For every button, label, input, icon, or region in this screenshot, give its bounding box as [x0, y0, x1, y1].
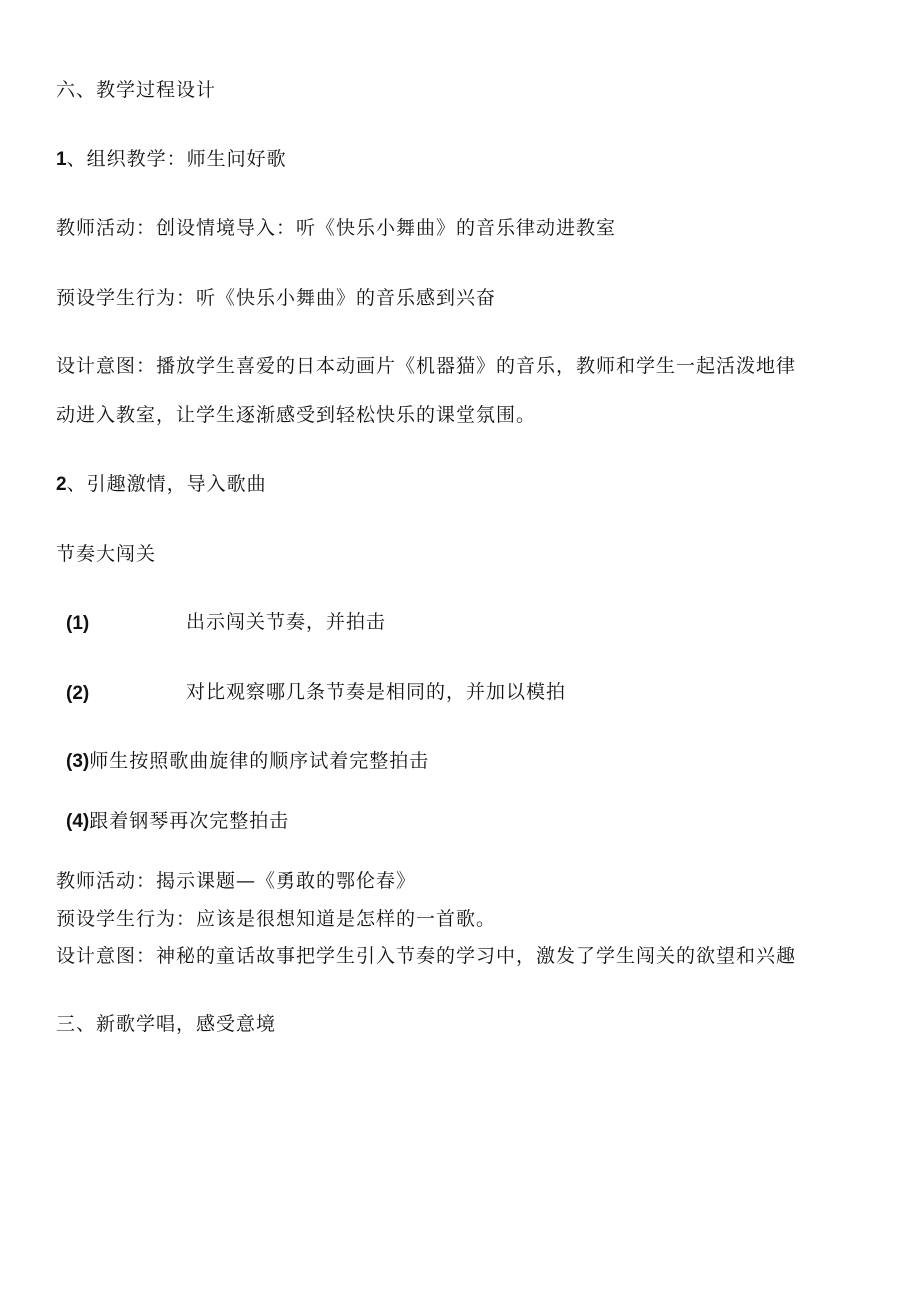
list-item-4-text: 跟着钢琴再次完整拍击	[89, 810, 290, 832]
list-item-2-text: 对比观察哪几条节奏是相同的，并加以模拍	[186, 681, 567, 703]
section-2-heading	[56, 472, 267, 497]
list-item-3-number: (3)	[66, 751, 90, 772]
design-intent-1-line-1: 设计意图：播放学生喜爱的日本动画片《机器猫》的音乐，教师和学生一起活泼地律	[56, 355, 797, 377]
design-intent-1-line-2: 动进入教室，让学生逐渐感受到轻松快乐的课堂氛围。	[56, 404, 537, 426]
section-1-title: 、组织教学：师生问好歌	[66, 148, 287, 170]
list-item-3-text: 师生按照歌曲旋律的顺序试着完整拍击	[89, 750, 430, 772]
list-item-1-text: 出示闯关节奏，并拍击	[186, 611, 387, 633]
section-1-number: 1	[56, 149, 67, 170]
student-behavior-2: 预设学生行为：应该是很想知道是怎样的一首歌。	[56, 908, 497, 930]
heading-teaching-process: 六、教学过程设计	[56, 79, 217, 101]
rhythm-challenge-title: 节奏大闯关	[56, 543, 157, 565]
teacher-activity-2: 教师活动：揭示课题—《勇敢的鄂伦春》	[56, 870, 417, 892]
heading-new-song: 三、新歌学唱，感受意境	[56, 1013, 277, 1035]
list-item-4-number: (4)	[66, 811, 90, 832]
list-item-3	[66, 749, 429, 774]
student-behavior-1: 预设学生行为：听《快乐小舞曲》的音乐感到兴奋	[56, 287, 497, 309]
list-item-2-number: (2)	[66, 683, 90, 704]
list-item-1-number: (1)	[66, 613, 90, 634]
teacher-activity-1: 教师活动：创设情境导入：听《快乐小舞曲》的音乐律动进教室	[56, 217, 617, 239]
section-1-heading	[56, 147, 287, 172]
list-item-4	[66, 809, 289, 834]
design-intent-2: 设计意图：神秘的童话故事把学生引入节奏的学习中，激发了学生闯关的欲望和兴趣	[56, 945, 797, 967]
section-2-title: 、引趣激情，导入歌曲	[66, 473, 267, 495]
section-2-number: 2	[56, 474, 67, 495]
